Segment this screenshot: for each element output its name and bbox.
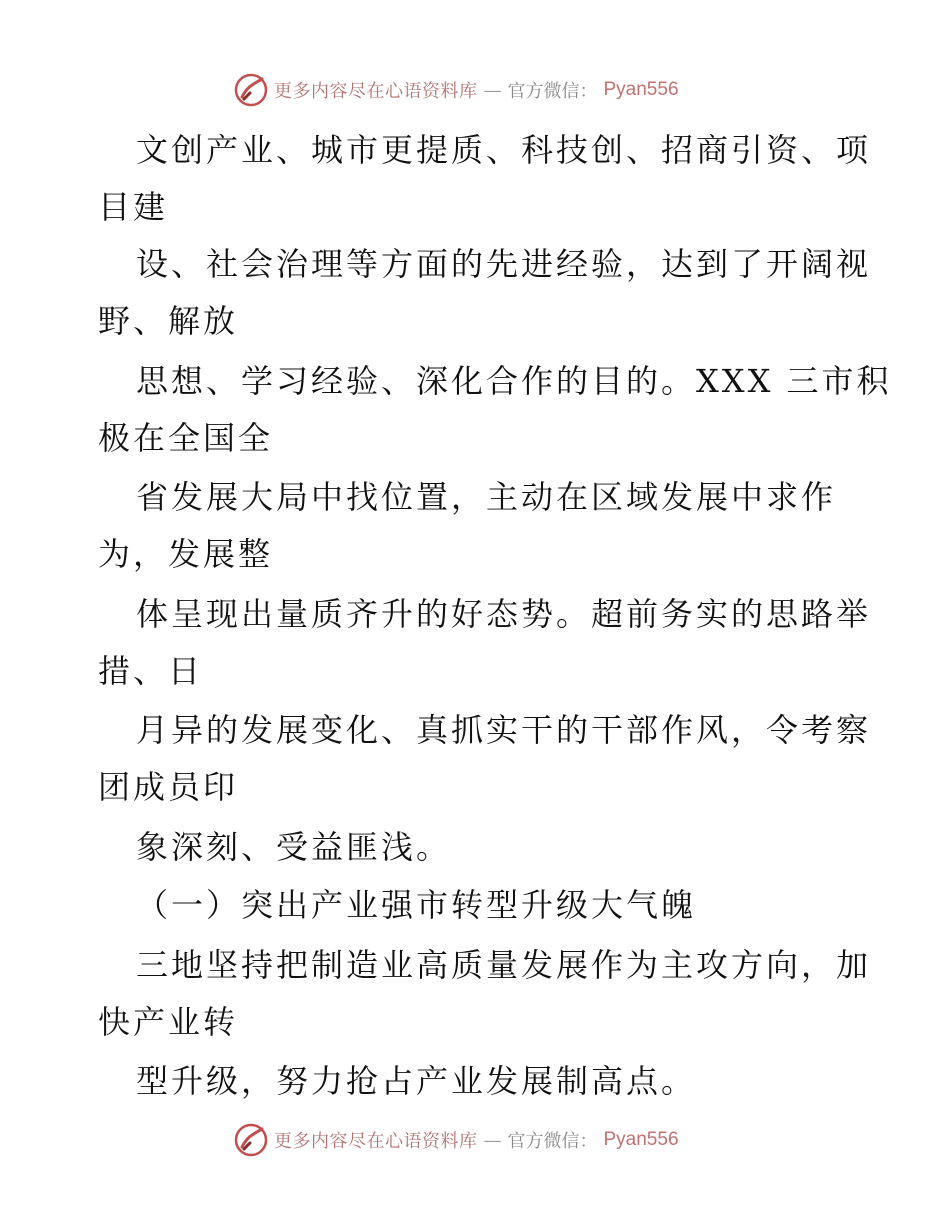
text-line: 设、社会治理等方面的先进经验，达到了开阔视: [136, 245, 872, 283]
text-line: 极在全国全: [98, 419, 274, 457]
text-line: 措、日: [98, 652, 204, 690]
footer-watermark: [234, 1120, 679, 1160]
text-line: 为，发展整: [98, 535, 274, 573]
watermark-wechat-id: Pyan556: [603, 79, 679, 100]
text-line: 思想、学习经验、深化合作的目的。XXX 三市积: [136, 362, 892, 400]
pen-logo-icon: [234, 73, 268, 107]
pen-logo-icon: [234, 1123, 268, 1157]
watermark-text: 更多内容尽在心语资料库: [274, 1131, 478, 1152]
text-line: 文创产业、城市更提质、科技创、招商引资、项: [136, 131, 872, 169]
text-line: 省发展大局中找位置，主动在区域发展中求作: [136, 478, 837, 516]
text-line: 三地坚持把制造业高质量发展作为主攻方向，加: [136, 946, 872, 984]
text-line: 目建: [98, 188, 169, 226]
text-line: 快产业转: [98, 1003, 239, 1041]
text-line: 象深刻、受益匪浅。: [136, 828, 452, 866]
watermark-separator: —: [483, 79, 502, 101]
text-line: 月异的发展变化、真抓实干的干部作风，令考察: [136, 711, 872, 749]
watermark-text: 更多内容尽在心语资料库: [274, 81, 478, 102]
header-watermark: [234, 70, 679, 110]
watermark-wechat-label: 官方微信：: [507, 1131, 598, 1152]
text-line: 野、解放: [98, 302, 239, 340]
text-line: 体呈现出量质齐升的好态势。超前务实的思路举: [136, 595, 872, 633]
text-line: 团成员印: [98, 768, 239, 806]
section-heading: （一）突出产业强市转型升级大气魄: [136, 886, 697, 924]
text-line: 型升级，努力抢占产业发展制高点。: [136, 1062, 697, 1100]
watermark-wechat-id: Pyan556: [603, 1129, 679, 1150]
watermark-separator: —: [483, 1129, 502, 1151]
watermark-wechat-label: 官方微信：: [507, 81, 598, 102]
